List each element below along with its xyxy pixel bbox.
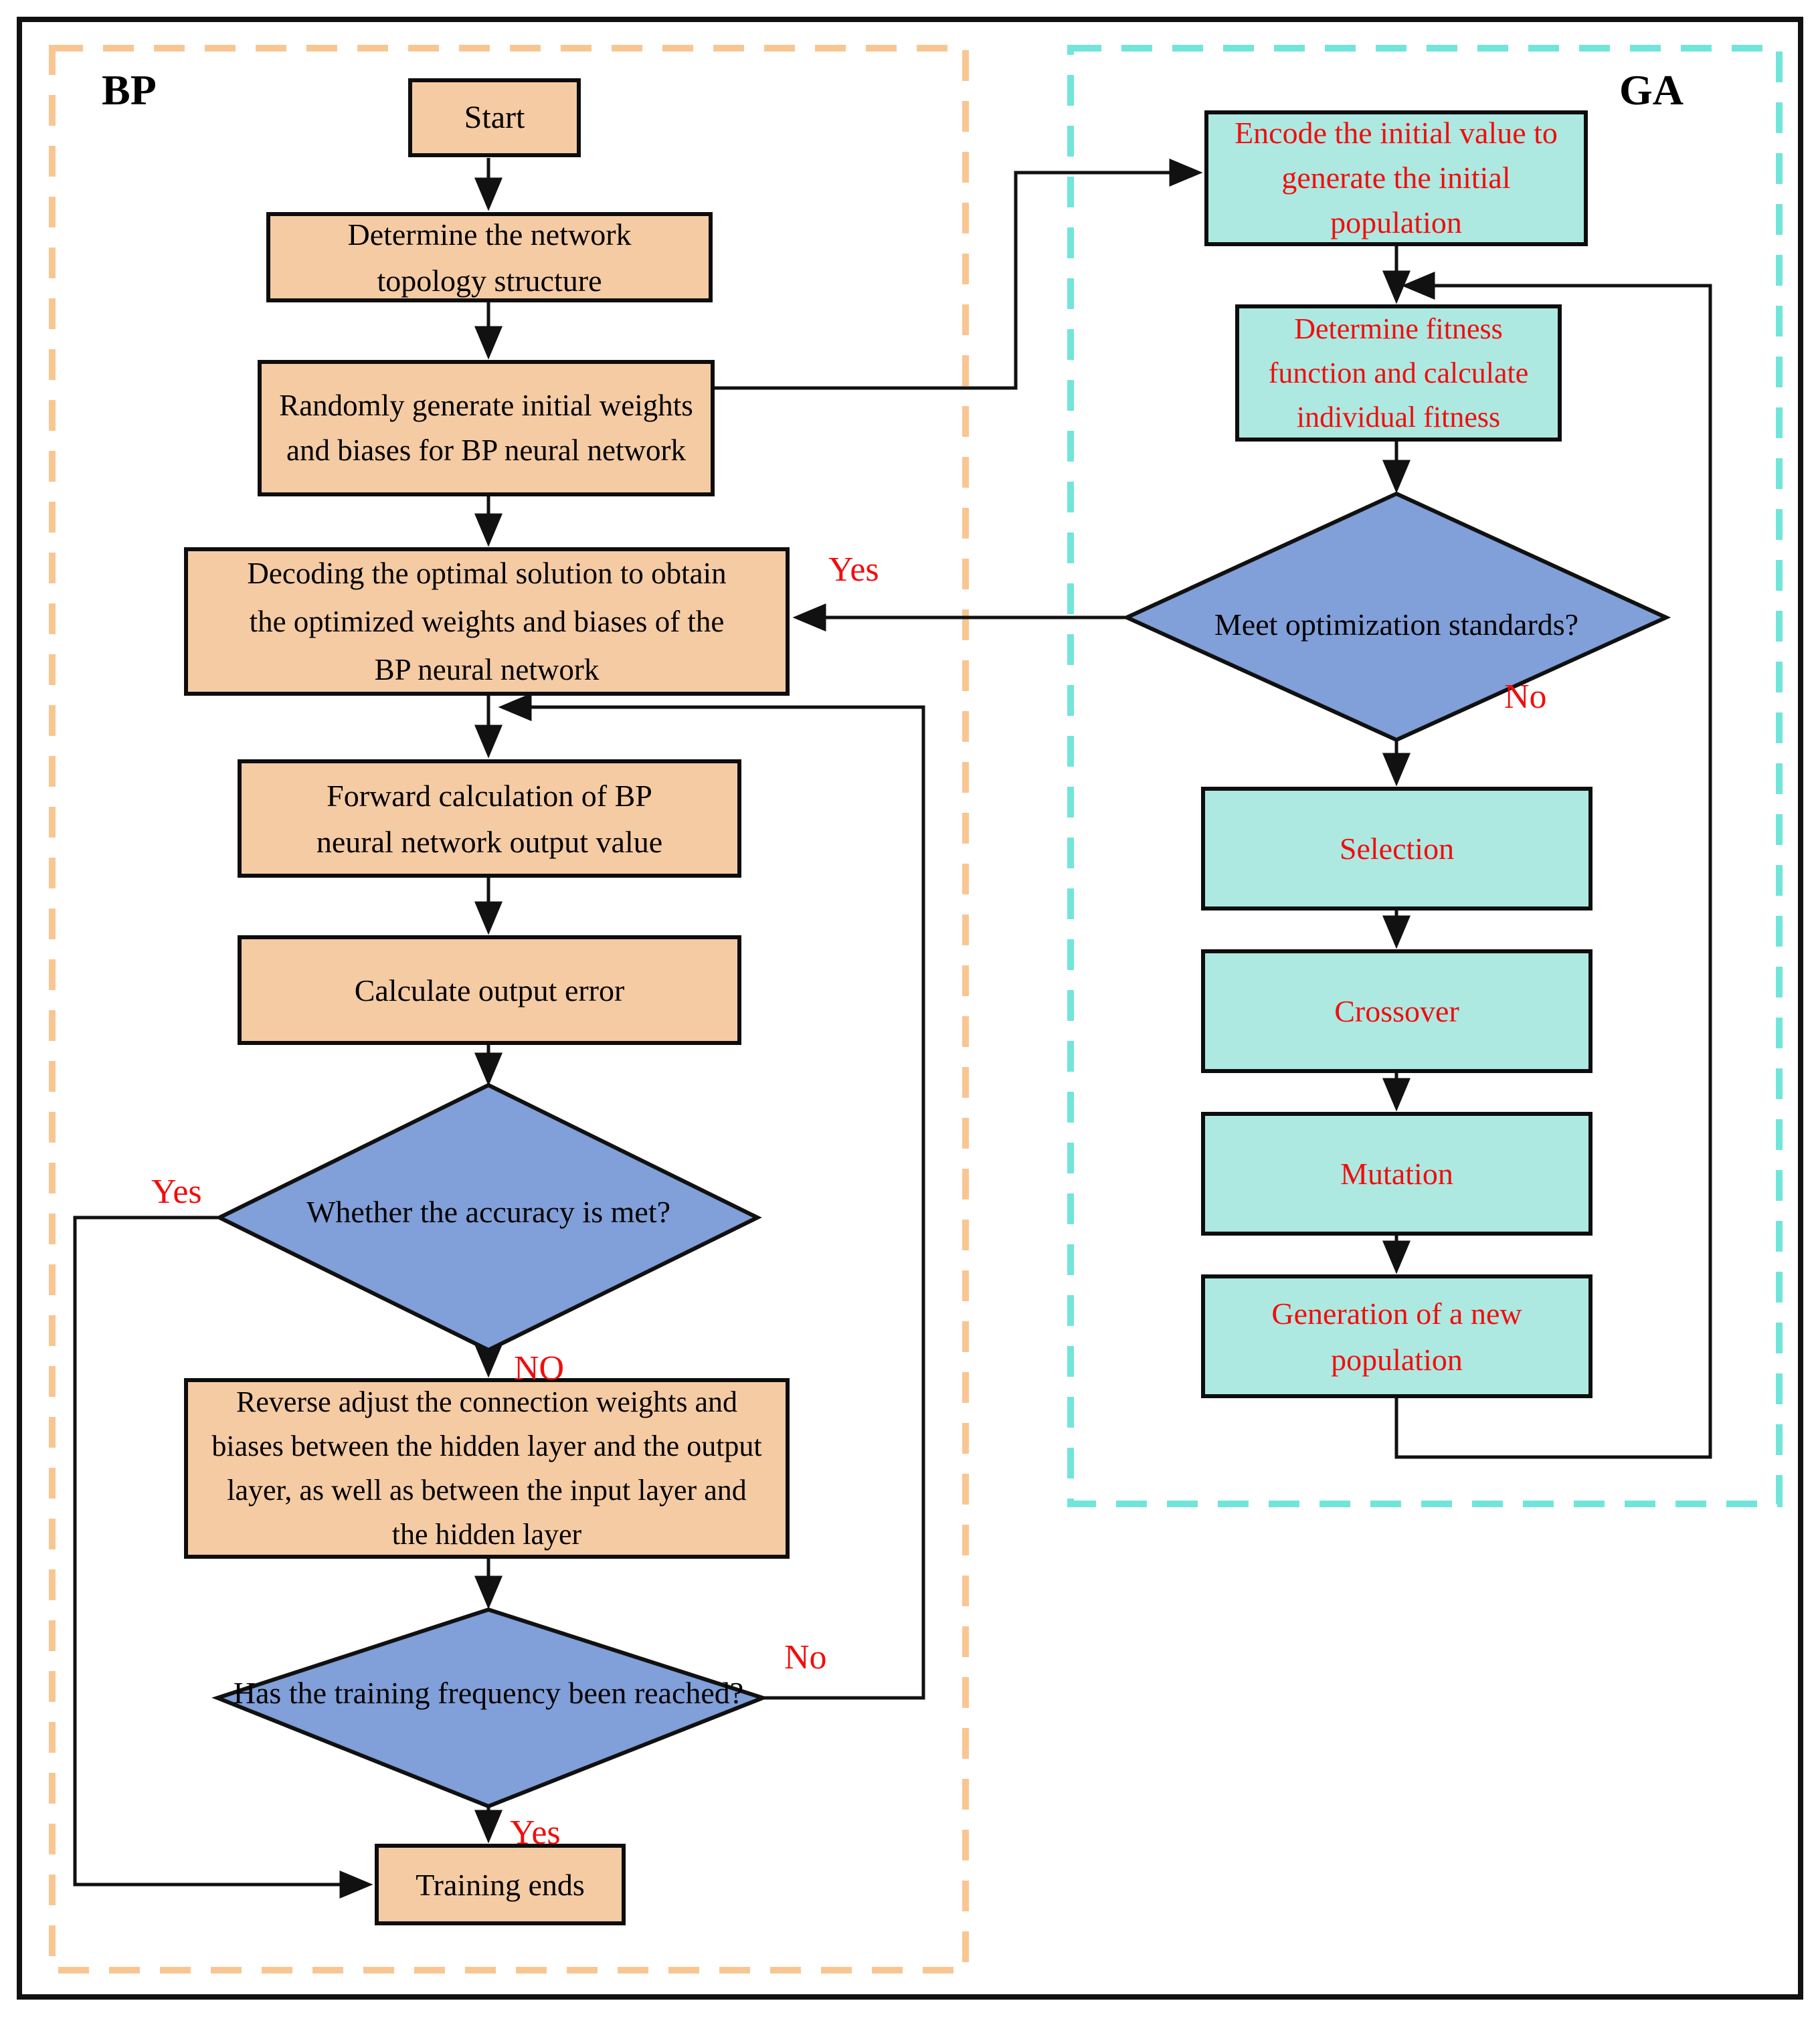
node-fitness: Determine fitness function and calculate individual fitness bbox=[1235, 304, 1562, 442]
frequency-no-label: No bbox=[784, 1638, 827, 1676]
node-forward: Forward calculation of BP neural network output value bbox=[238, 759, 741, 878]
node-decode: Decoding the optimal solution to obtain the optimized weights and biases of the BP neural network bbox=[184, 547, 790, 696]
node-training-ends: Training ends bbox=[375, 1844, 626, 1925]
node-random-init: Randomly generate initial weights and biases for BP neural network bbox=[258, 360, 715, 496]
standards-yes-label: Yes bbox=[828, 551, 879, 589]
frequency-diamond-text: Has the training frequency been reached? bbox=[233, 1676, 744, 1710]
node-calc-error: Calculate output error bbox=[238, 935, 741, 1045]
node-crossover: Crossover bbox=[1201, 949, 1592, 1073]
node-new-population: Generation of a new population bbox=[1201, 1274, 1592, 1398]
ga-region-title: GA bbox=[1619, 66, 1683, 114]
node-topology: Determine the network topology structure bbox=[266, 212, 713, 302]
accuracy-no-label: NO bbox=[514, 1349, 565, 1387]
standards-diamond-text: Meet optimization standards? bbox=[1214, 607, 1579, 642]
node-selection: Selection bbox=[1201, 787, 1592, 910]
edge-random-encode bbox=[713, 173, 1198, 388]
node-encode: Encode the initial value to generate the initial population bbox=[1204, 110, 1588, 246]
node-start: Start bbox=[408, 78, 581, 157]
accuracy-diamond-text: Whether the accuracy is met? bbox=[306, 1195, 671, 1229]
frequency-yes-label: Yes bbox=[510, 1814, 561, 1852]
standards-no-label: No bbox=[1504, 678, 1547, 716]
accuracy-yes-label: Yes bbox=[151, 1173, 202, 1211]
node-reverse-adjust: Reverse adjust the connection weights and biases between the hidden layer and the output layer, as well as between the input layer and the hidden layer bbox=[184, 1378, 790, 1559]
bp-region-title: BP bbox=[102, 66, 157, 114]
node-mutation: Mutation bbox=[1201, 1112, 1592, 1236]
